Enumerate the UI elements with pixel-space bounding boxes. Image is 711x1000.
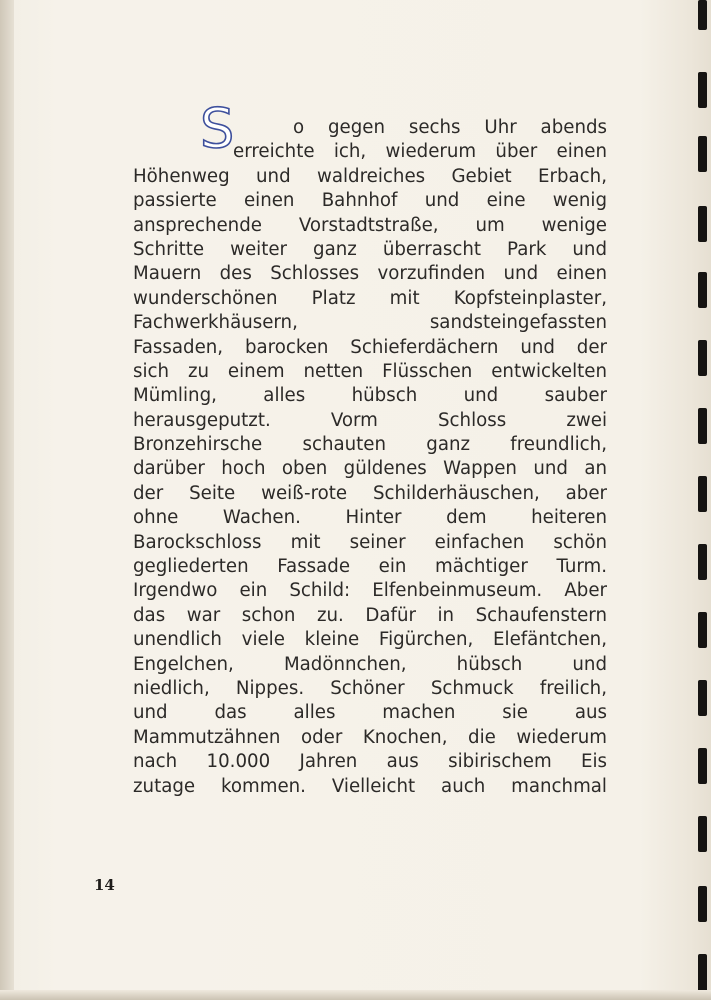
binding-hole — [698, 340, 707, 376]
binding-hole — [698, 72, 707, 108]
text-line: wunderschönen Platz mit Kopfsteinplaster, — [133, 287, 607, 309]
text-line: Mauern des Schlosses vorzufinden und einen — [133, 263, 607, 285]
text-line: Höhenweg und waldreiches Gebiet Erbach, — [133, 165, 607, 187]
text-line: Schritte weiter ganz überrascht Park und — [133, 238, 607, 260]
body-text — [133, 97, 607, 799]
page-number: 14 — [94, 876, 115, 894]
text-line: herausgeputzt. Vorm Schloss zwei — [133, 409, 607, 431]
binding-hole — [698, 272, 707, 308]
text-line: ansprechende Vorstadtstraße, um wenige — [133, 214, 607, 236]
text-line: zutage kommen. Vielleicht auch manchmal — [133, 775, 607, 797]
text-line: gegliederten Fassade ein mächtiger Turm. — [133, 556, 607, 578]
text-line: darüber hoch oben güldenes Wappen und an — [133, 458, 607, 480]
binding-hole — [698, 816, 707, 852]
text-line: das war schon zu. Dafür in Schaufenstern — [133, 604, 607, 626]
text-line: ohne Wachen. Hinter dem heiteren — [133, 507, 607, 529]
binding-hole — [698, 544, 707, 580]
binding-hole — [698, 476, 707, 512]
binding-hole — [698, 612, 707, 648]
spiral-binding — [689, 0, 711, 1000]
binding-hole — [698, 408, 707, 444]
text-line: Bronzehirsche schauten ganz freundlich, — [133, 434, 607, 456]
text-line: niedlich, Nippes. Schöner Schmuck freilich, — [133, 677, 607, 699]
binding-hole — [698, 886, 707, 922]
text-line: Mammutzähnen oder Knochen, die wiederum — [133, 726, 607, 748]
binding-hole — [698, 206, 707, 242]
text-line: der Seite weiß-rote Schilderhäuschen, aber — [133, 482, 607, 504]
text-line: sich zu einem netten Flüsschen entwickelten — [133, 360, 607, 382]
text-line: nach 10.000 Jahren aus sibirischem Eis — [133, 751, 607, 773]
binding-hole — [698, 680, 707, 716]
binding-hole — [698, 136, 707, 172]
page-bottom-edge — [0, 990, 711, 1000]
text-line: Fachwerkhäusern, sandsteingefassten — [133, 312, 607, 334]
text-line: passierte einen Bahnhof und eine wenig — [133, 190, 607, 212]
text-line: Irgendwo ein Schild: Elfenbeinmuseum. Aber — [133, 580, 607, 602]
text-line: o gegen sechs Uhr abends — [293, 117, 607, 138]
binding-hole — [698, 0, 707, 30]
text-line: Engelchen, Madönnchen, hübsch und — [133, 653, 607, 675]
page-left-edge — [0, 0, 14, 1000]
binding-hole — [698, 748, 707, 784]
drop-cap: S — [200, 97, 235, 160]
text-line: Fassaden, barocken Schieferdächern und der — [133, 336, 607, 358]
text-line: Barockschloss mit seiner einfachen schön — [133, 531, 607, 553]
text-line: und das alles machen sie aus — [133, 702, 607, 724]
text-line: erreichte ich, wiederum über einen — [233, 141, 607, 163]
text-line: Mümling, alles hübsch und sauber — [133, 385, 607, 407]
text-line: unendlich viele kleine Figürchen, Elefäntchen, — [133, 629, 607, 651]
